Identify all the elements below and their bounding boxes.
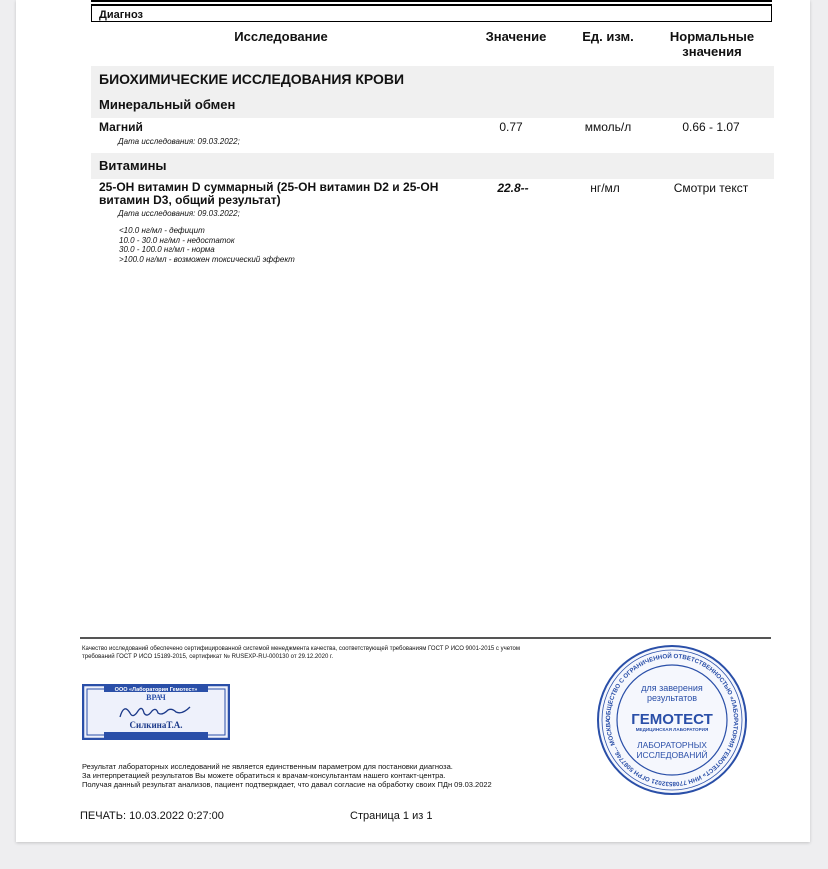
laboratory-seal bbox=[596, 644, 748, 796]
seal-brand-sub: МЕДИЦИНСКАЯ ЛАБОРАТОРИЯ bbox=[635, 727, 709, 732]
magnesium-value: 0.77 bbox=[499, 120, 523, 134]
doctor-stamp-name: СилкинаТ.А. bbox=[129, 720, 183, 730]
doctor-stamp-role: ВРАЧ bbox=[146, 693, 166, 702]
vitamin-d-norm: Смотри текст bbox=[673, 181, 749, 195]
disclaimer-line: Получая данный результат анализов, пациент подтверждает, что давал согласие на обработку своих ПДн 09.03.2022 bbox=[82, 780, 492, 789]
print-timestamp: ПЕЧАТЬ: 10.03.2022 0:27:00 bbox=[80, 810, 224, 822]
note-line: <10.0 нг/мл - дефицит bbox=[119, 226, 205, 235]
diagnosis-field: Диагноз bbox=[91, 4, 772, 22]
doctor-stamp-top: ООО «Лаборатория Гемотест» bbox=[114, 687, 198, 693]
note-line: 30.0 - 100.0 нг/мл - норма bbox=[119, 245, 215, 254]
vitamin-d-name bbox=[99, 181, 438, 207]
vitamin-d-name-line1: 25-OH витамин D суммарный (25-OH витамин D2 и 25-OH bbox=[99, 180, 439, 194]
disclaimer-line: Результат лабораторных исследований не является единственным параметром для постановки диагноза. bbox=[82, 762, 453, 771]
seal-line3: ЛАБОРАТОРНЫХ bbox=[637, 740, 707, 750]
subsection-mineral: Минеральный обмен bbox=[91, 92, 774, 118]
vitamin-d-unit: нг/мл bbox=[590, 181, 620, 195]
footer-divider bbox=[80, 637, 771, 639]
magnesium-name: Магний bbox=[99, 120, 143, 134]
quality-line: требований ГОСТ Р ИСО 15189-2015, сертификат № RUSEXP-RU-000130 от 29.12.2020 г. bbox=[82, 654, 334, 660]
note-line: 10.0 - 30.0 нг/мл - недостаток bbox=[119, 235, 235, 245]
header-norm-line1: Нормальные bbox=[669, 29, 755, 44]
seal-ring-text: ОБЩЕСТВО С ОГРАНИЧЕННОЙ ОТВЕТСТВЕННОСТЬЮ «ЛАБОРАТОРИЯ ГЕМОТЕСТ» ИНН 7708532021 ОГРН 5087746... МОСКВА bbox=[604, 652, 740, 788]
subsection-vitamins: Витамины bbox=[91, 153, 774, 179]
note-line: >100.0 нг/мл - возможен токсический эффект bbox=[119, 254, 295, 264]
header-norm-line2: значения bbox=[682, 44, 742, 59]
vitamin-d-reference-notes bbox=[119, 226, 295, 264]
magnesium-unit: ммоль/л bbox=[584, 120, 632, 134]
seal-line2: результатов bbox=[646, 693, 698, 703]
seal-line1: для заверения bbox=[641, 683, 703, 693]
disclaimer bbox=[82, 762, 492, 789]
header-norm bbox=[656, 29, 768, 59]
magnesium-date: Дата исследования: 09.03.2022; bbox=[118, 137, 240, 146]
section-biochemistry: БИОХИМИЧЕСКИЕ ИССЛЕДОВАНИЯ КРОВИ bbox=[91, 66, 774, 92]
header-study: Исследование bbox=[234, 29, 328, 44]
vitamin-d-date: Дата исследования: 09.03.2022; bbox=[118, 209, 240, 218]
header-unit: Ед. изм. bbox=[582, 29, 634, 44]
header-value: Значение bbox=[485, 29, 547, 44]
top-border bbox=[91, 0, 772, 2]
vitamin-d-value: 22.8-- bbox=[497, 181, 529, 195]
seal-line4: ИССЛЕДОВАНИЙ bbox=[636, 750, 708, 760]
quality-statement bbox=[82, 645, 520, 661]
quality-line: Качество исследований обеспечено сертифицированной системой менеджмента качества, соответствующей требованиям ГОСТ Р ИСО 9001-2015 с учетом bbox=[82, 646, 520, 652]
seal-brand: ГЕМОТЕСТ bbox=[631, 711, 713, 728]
vitamin-d-name-line2: витамин D3, общий результат) bbox=[99, 193, 281, 207]
report-page bbox=[16, 0, 810, 842]
page-number: Страница 1 из 1 bbox=[350, 810, 433, 822]
disclaimer-line: За интерпретацией результатов Вы можете обратиться к врачам-консультантам нашего контакт-центра. bbox=[82, 771, 446, 780]
doctor-stamp bbox=[82, 684, 230, 740]
magnesium-norm: 0.66 - 1.07 bbox=[682, 120, 740, 134]
